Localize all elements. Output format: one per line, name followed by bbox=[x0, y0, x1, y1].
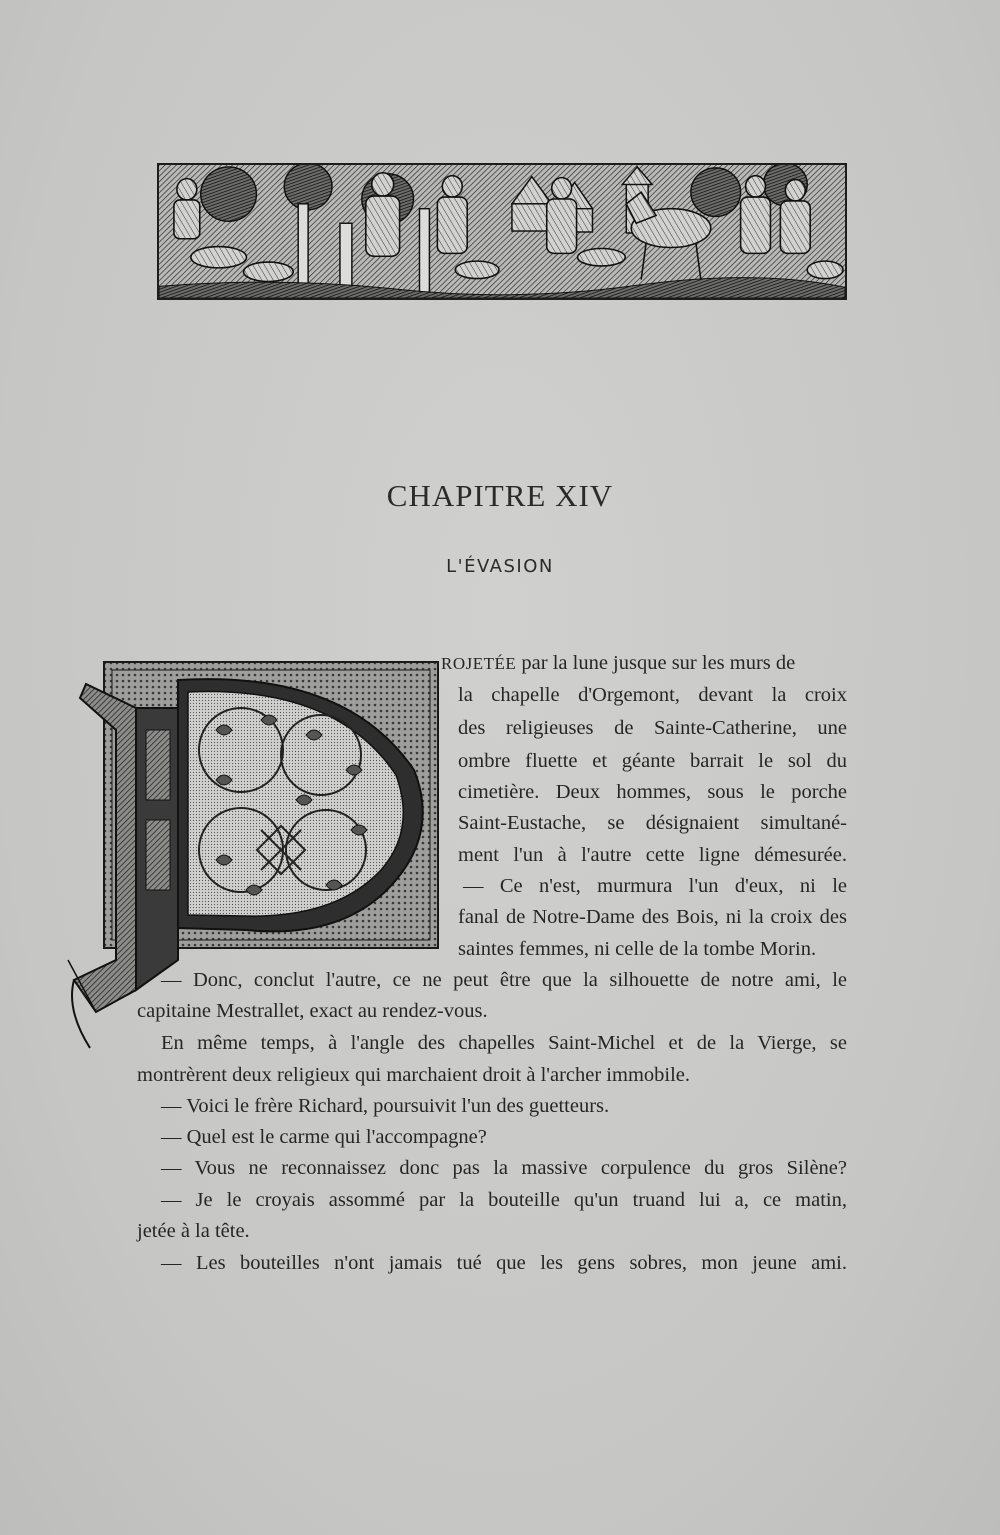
chapter-title: CHAPITRE XIV bbox=[386, 478, 614, 513]
text-line-13: En même temps, à l'angle des chapelles Saint-Michel et de la Vierge, se bbox=[161, 1032, 847, 1054]
text-line-19: jetée à la tête. bbox=[137, 1220, 250, 1242]
text-line-15: — Voici le frère Richard, poursuivit l'un des guetteurs. bbox=[161, 1095, 610, 1117]
text-line-1-rest: par la lune jusque sur les murs de bbox=[521, 652, 796, 674]
text-line-14: montrèrent deux religieux qui marchaient droit à l'archer immobile. bbox=[137, 1064, 691, 1086]
woodcut-hunting-scene-illustration bbox=[157, 163, 847, 300]
text-line-7: ment l'un à l'autre cette ligne démesurée. bbox=[458, 844, 847, 866]
text-line-18: — Je le croyais assommé par la bouteille qu'un truand lui a, ce matin, bbox=[161, 1189, 847, 1211]
chapter-subtitle: L'ÉVASION bbox=[446, 556, 554, 577]
text-line-6: Saint-Eustache, se désignaient simultané- bbox=[458, 812, 847, 834]
text-line-11: — Donc, conclut l'autre, ce ne peut être que la silhouette de notre ami, le bbox=[161, 969, 847, 991]
text-line-8: — Ce n'est, murmura l'un d'eux, ni le bbox=[463, 875, 847, 897]
opening-small-caps: ROJETÉE bbox=[441, 654, 517, 673]
text-line-12: capitaine Mestrallet, exact au rendez-vous. bbox=[137, 1000, 488, 1022]
text-line-4: ombre fluette et géante barrait le sol du bbox=[458, 750, 847, 772]
text-line-17: — Vous ne reconnaissez donc pas la massive corpulence du gros Silène? bbox=[161, 1157, 847, 1179]
text-line-16: — Quel est le carme qui l'accompagne? bbox=[161, 1126, 487, 1148]
ornamental-drop-cap-P bbox=[66, 660, 440, 1050]
text-line-5: cimetière. Deux hommes, sous le porche bbox=[458, 781, 847, 803]
text-line-20: — Les bouteilles n'ont jamais tué que les gens sobres, mon jeune ami. bbox=[161, 1252, 847, 1274]
text-line-1 bbox=[441, 653, 847, 674]
text-line-10: saintes femmes, ni celle de la tombe Morin. bbox=[458, 938, 817, 960]
text-line-3: des religieuses de Sainte-Catherine, une bbox=[458, 717, 847, 739]
text-line-2: la chapelle d'Orgemont, devant la croix bbox=[458, 684, 847, 706]
drop-cap-svg bbox=[66, 660, 440, 1050]
text-line-9: fanal de Notre-Dame des Bois, ni la croix des bbox=[458, 906, 847, 928]
woodcut-illustration-svg bbox=[159, 165, 845, 298]
